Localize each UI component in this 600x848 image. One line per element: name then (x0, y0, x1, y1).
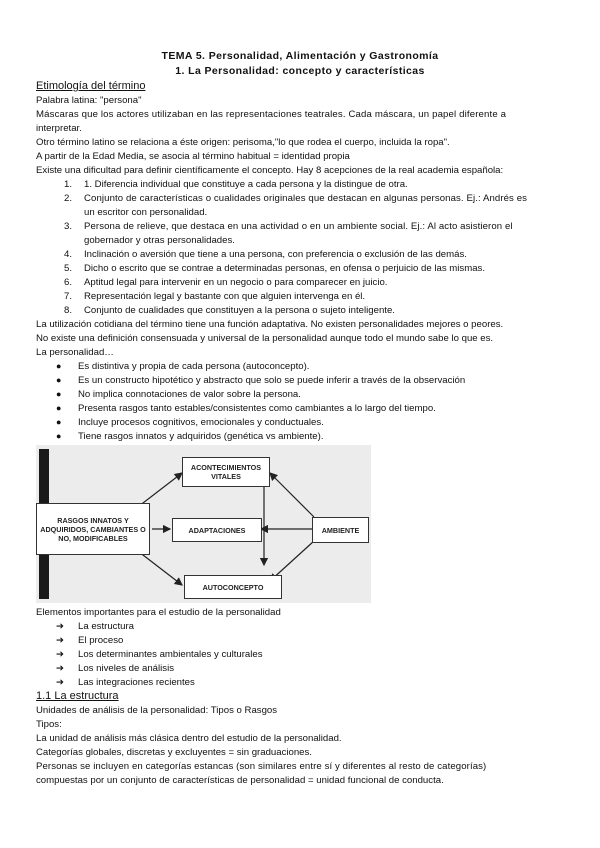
paragraph-line: Existe una dificultad para definir científicamente el concepto. Hay 8 acepciones de la real academia española: (36, 165, 504, 176)
paragraph-line: Categorías globales, discretas y excluyentes = sin graduaciones. (36, 747, 312, 758)
list-number: 1. (63, 179, 72, 190)
list-number: 5. (63, 263, 72, 274)
list-number: 7. (63, 291, 72, 302)
box-ambiente: AMBIENTE (312, 517, 369, 543)
list-text: gobernador y otras personalidades. (84, 235, 235, 246)
paragraph-line: Personas se incluyen en categorías estancas (son similares entre sí y diferentes al resto de categorías) (36, 761, 487, 772)
box-rasgos: RASGOS INNATOS Y ADQUIRIDOS, CAMBIANTES O NO, MODIFICABLES (36, 503, 150, 555)
paragraph-line: La unidad de análisis más clásica dentro del estudio de la personalidad. (36, 733, 342, 744)
bullet-icon: ● (56, 417, 62, 427)
personality-diagram (36, 445, 371, 603)
paragraph-line: Elementos importantes para el estudio de la personalidad (36, 607, 281, 618)
paragraph-line: Máscaras que los actores utilizaban en las representaciones teatrales. Cada máscara, un papel diferente a (36, 109, 507, 120)
list-text: Conjunto de cualidades que constituyen a la persona o sujeto inteligente. (84, 305, 395, 316)
paragraph-line: No existe una definición consensuada y universal de la personalidad aunque todo el mundo sabe lo que es. (36, 333, 494, 344)
list-number: 6. (63, 277, 72, 288)
paragraph-line: La personalidad… (36, 347, 114, 358)
arrow-item-text: El proceso (78, 635, 124, 646)
paragraph-line: La utilización cotidiana del término tiene una función adaptativa. No existen personalidades mejores o peores. (36, 319, 504, 330)
list-text: Persona de relieve, que destaca en una actividad o en un ambiente social. Ej.: Al acto asistieron el (84, 221, 513, 232)
arrow-item-text: La estructura (78, 621, 134, 632)
arrow-icon: ➔ (56, 649, 64, 660)
subtitle: 1. La Personalidad: concepto y características (175, 65, 425, 77)
arrow-icon: ➔ (56, 663, 64, 674)
estructura-heading: 1.1 La estructura (36, 690, 119, 702)
box-adaptaciones: ADAPTACIONES (172, 518, 262, 542)
list-text: 1. Diferencia individual que constituye a cada persona y la distingue de otra. (84, 179, 408, 190)
list-text: Conjunto de características o cualidades originales que destacan en algunas personas. Ej.: Andrés es (84, 193, 528, 204)
list-text: un escritor con personalidad. (84, 207, 208, 218)
arrow-item-text: Los determinantes ambientales y culturales (78, 649, 263, 660)
arrow-item-text: Los niveles de análisis (78, 663, 174, 674)
bullet-text: Presenta rasgos tanto estables/consistentes como cambiantes a lo largo del tiempo. (78, 403, 436, 414)
box-acontecimientos: ACONTECIMIENTOS VITALES (182, 457, 270, 487)
paragraph-line: Palabra latina: "persona" (36, 95, 142, 106)
list-number: 2. (63, 193, 72, 204)
bullet-icon: ● (56, 431, 62, 441)
list-number: 3. (63, 221, 72, 232)
bullet-icon: ● (56, 403, 62, 413)
box-autoconcepto: AUTOCONCEPTO (184, 575, 282, 599)
bullet-text: Tiene rasgos innatos y adquiridos (genética vs ambiente). (78, 431, 324, 442)
paragraph-line: Otro término latino se relaciona a éste origen: perisoma,"lo que rodea el cuerpo, incluida la ropa". (36, 137, 450, 148)
paragraph-line: Unidades de análisis de la personalidad: Tipos o Rasgos (36, 705, 278, 716)
bullet-icon: ● (56, 375, 62, 385)
arrow-icon: ➔ (56, 621, 64, 632)
arrow-icon: ➔ (56, 677, 64, 688)
bullet-icon: ● (56, 389, 62, 399)
arrow-ambiente-to-acontecimientos (270, 473, 314, 517)
main-title: TEMA 5. Personalidad, Alimentación y Gastronomía (161, 50, 439, 62)
list-text: Aptitud legal para intervenir en un negocio o para comparecer en juicio. (84, 277, 388, 288)
bullet-icon: ● (56, 361, 62, 371)
list-text: Inclinación o aversión que tiene a una persona, con preferencia o exclusión de las demás. (84, 249, 467, 260)
paragraph-line: A partir de la Edad Media, se asocia al término habitual = identidad propia (36, 151, 350, 162)
bullet-text: Es distintiva y propia de cada persona (autoconcepto). (78, 361, 310, 372)
arrow-icon: ➔ (56, 635, 64, 646)
list-text: Representación legal y bastante con que alguien intervenga en él. (84, 291, 366, 302)
bullet-text: Es un constructo hipotético y abstracto que solo se puede inferir a través de la observación (78, 375, 466, 386)
bullet-text: No implica connotaciones de valor sobre la persona. (78, 389, 301, 400)
list-text: Dicho o escrito que se contrae a determinadas personas, en ofensa o perjuicio de las mismas. (84, 263, 486, 274)
bullet-text: Incluye procesos cognitivos, emocionales y conductuales. (78, 417, 324, 428)
paragraph-line: Tipos: (36, 719, 62, 730)
list-number: 8. (63, 305, 72, 316)
list-number: 4. (63, 249, 72, 260)
arrow-item-text: Las integraciones recientes (78, 677, 195, 688)
etimologia-heading: Etimología del término (36, 80, 146, 92)
paragraph-line: interpretar. (36, 123, 82, 134)
paragraph-line: compuestas por un conjunto de características de personalidad = unidad funcional de conducta. (36, 775, 444, 786)
